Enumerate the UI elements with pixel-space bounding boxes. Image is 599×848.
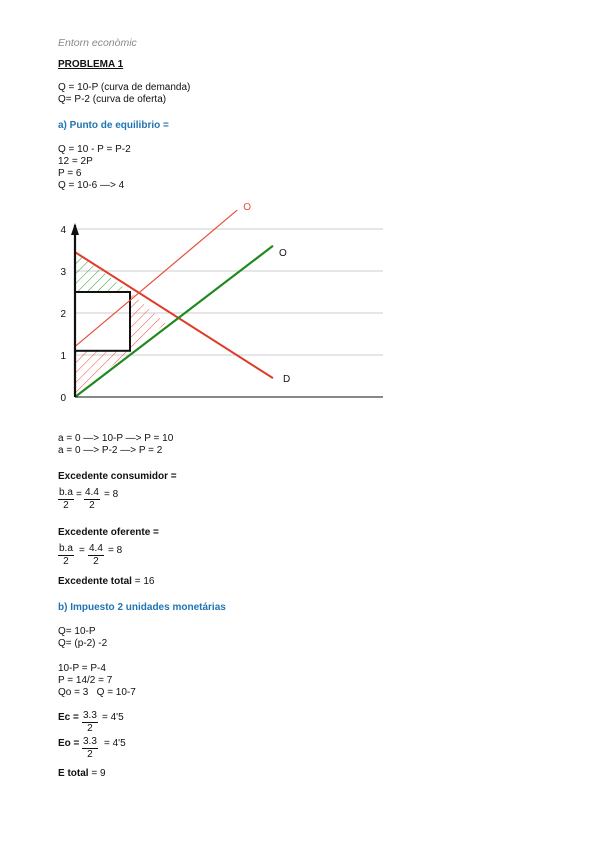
tax-line-2: Q= (p-2) -2: [58, 638, 108, 649]
e-total-label: E total: [58, 768, 89, 779]
fraction-numerator: 4.4: [89, 543, 103, 554]
series-label: O: [243, 202, 252, 214]
page-header: Entorn econòmic: [58, 37, 137, 49]
y-tick-label: 2: [60, 309, 66, 320]
eo-result: = 4'5: [104, 738, 126, 749]
producer-surplus-result: = 8: [108, 545, 123, 556]
tax-line-3: 10-P = P-4: [58, 663, 106, 674]
supply-equation: Q= P-2 (curva de oferta): [58, 94, 167, 105]
fraction-denominator: 2: [63, 556, 69, 567]
demand-equation: Q = 10-P (curva de demanda): [58, 82, 191, 93]
fraction-denominator: 2: [87, 723, 93, 734]
equilibrium-line-1: Q = 10 - P = P-2: [58, 144, 131, 155]
fraction-numerator: 4.4: [85, 487, 99, 498]
y-tick-label: 1: [60, 351, 66, 362]
y-tick-label: 3: [60, 267, 66, 278]
tax-line-5: Qo = 3 Q = 10-7: [58, 687, 136, 698]
consumer-surplus-fraction-2: [84, 487, 100, 512]
equilibrium-line-4: Q = 10-6 —> 4: [58, 180, 125, 191]
tax-line-1: Q= 10-P: [58, 626, 96, 637]
producer-surplus-heading: Excedente oferente =: [58, 527, 159, 538]
tax-line-4: P = 14/2 = 7: [58, 675, 113, 686]
fraction-numerator: 3.3: [83, 736, 97, 747]
chart-shaded-areas: [75, 252, 166, 397]
total-surplus-line: [58, 576, 154, 588]
problem-title: PROBLEMA 1: [58, 59, 124, 70]
ec-label: Ec =: [58, 712, 79, 723]
ec-fraction: [82, 710, 98, 735]
consumer-surplus-heading: Excedente consumidor =: [58, 471, 177, 482]
section-b-heading: b) Impuesto 2 unidades monetárias: [58, 602, 226, 613]
equals-sign: =: [76, 489, 82, 500]
fraction-denominator: 2: [93, 556, 99, 567]
section-a-heading: a) Punto de equilibrio =: [58, 120, 169, 131]
e-total-line: [58, 768, 106, 780]
total-surplus-label: Excedente total: [58, 576, 132, 587]
total-surplus-value: = 16: [134, 576, 155, 587]
equals-sign: =: [79, 545, 85, 556]
equilibrium-line-2: 12 = 2P: [58, 156, 93, 167]
fraction-denominator: 2: [87, 749, 93, 760]
eo-label: Eo =: [58, 738, 80, 749]
intercept-line-1: a = 0 —> 10-P —> P = 10: [58, 433, 174, 444]
y-tick-label: 4: [60, 225, 66, 236]
fraction-denominator: 2: [89, 500, 95, 511]
fraction-denominator: 2: [63, 500, 69, 511]
producer-surplus-fraction-2: [88, 543, 104, 568]
series-label: O: [279, 247, 287, 259]
fraction-numerator: b.a: [59, 543, 73, 554]
producer-surplus-fraction-1: [58, 543, 74, 568]
consumer-surplus-fraction-1: [58, 487, 74, 512]
eo-fraction: [82, 736, 98, 761]
intercept-line-2: a = 0 —> P-2 —> P = 2: [58, 445, 163, 456]
fraction-numerator: b.a: [59, 487, 73, 498]
ec-result: = 4'5: [102, 712, 124, 723]
consumer-surplus-result: = 8: [104, 489, 119, 500]
fraction-numerator: 3.3: [83, 710, 97, 721]
series-label: D: [283, 374, 291, 386]
chart-y-ticks: [60, 225, 66, 404]
tax-rectangle: [75, 292, 130, 351]
y-tick-label: 0: [60, 393, 66, 404]
e-total-value: = 9: [91, 768, 106, 779]
supply-demand-chart: [55, 195, 395, 410]
equilibrium-line-3: P = 6: [58, 168, 82, 179]
